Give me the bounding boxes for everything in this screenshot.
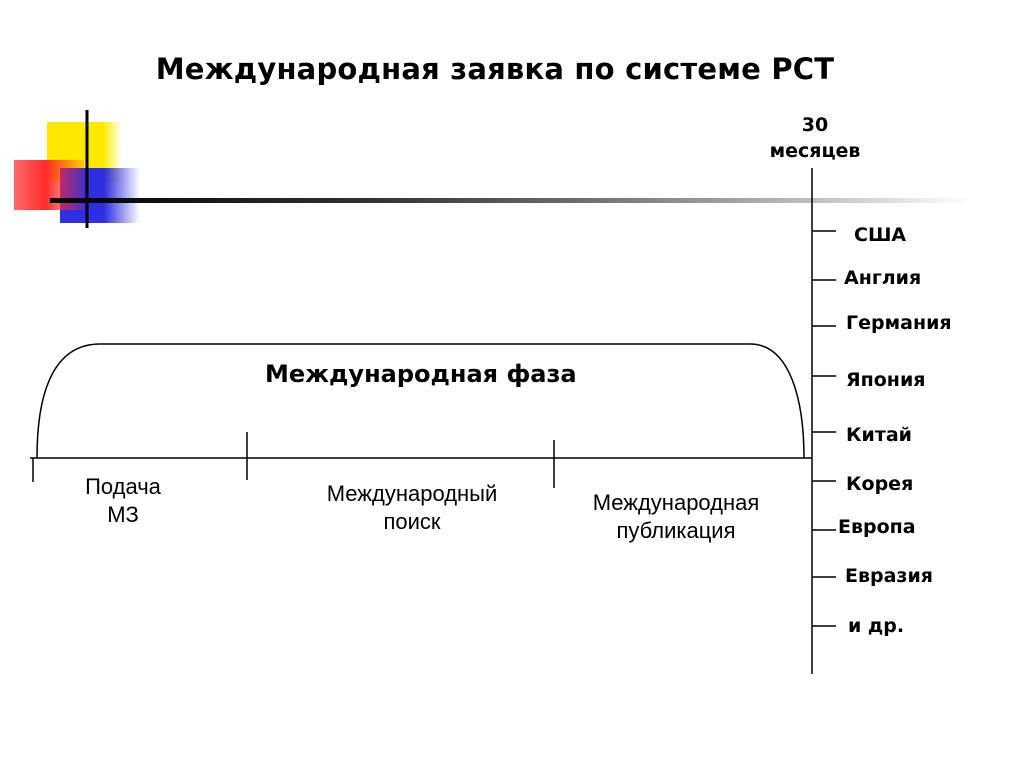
country-england: Англия xyxy=(844,267,922,289)
stage-publication-line1: Международная xyxy=(592,490,760,515)
country-germany: Германия xyxy=(846,312,952,334)
page-title: Международная заявка по системе PCT xyxy=(155,52,835,86)
stage-publication xyxy=(566,489,786,545)
country-others: и др. xyxy=(848,615,905,637)
deadline-unit: месяцев xyxy=(769,140,861,162)
stage-search-line1: Международный xyxy=(326,481,498,506)
deadline-label xyxy=(745,112,885,164)
stage-filing-line2: МЗ xyxy=(107,502,139,527)
country-china: Китай xyxy=(846,424,912,446)
deadline-number: 30 xyxy=(801,114,829,136)
country-japan: Япония xyxy=(846,369,926,391)
stage-filing xyxy=(58,473,188,529)
country-usa: США xyxy=(854,224,907,246)
stage-filing-line1: Подача xyxy=(85,474,161,499)
stage-publication-line2: публикация xyxy=(616,518,736,543)
country-korea: Корея xyxy=(846,473,914,495)
stage-search xyxy=(300,480,524,536)
phase-title: Международная фаза xyxy=(265,360,577,388)
stage-search-line2: поиск xyxy=(383,509,441,534)
country-eurasia: Евразия xyxy=(845,565,933,587)
country-europe: Европа xyxy=(838,516,916,538)
